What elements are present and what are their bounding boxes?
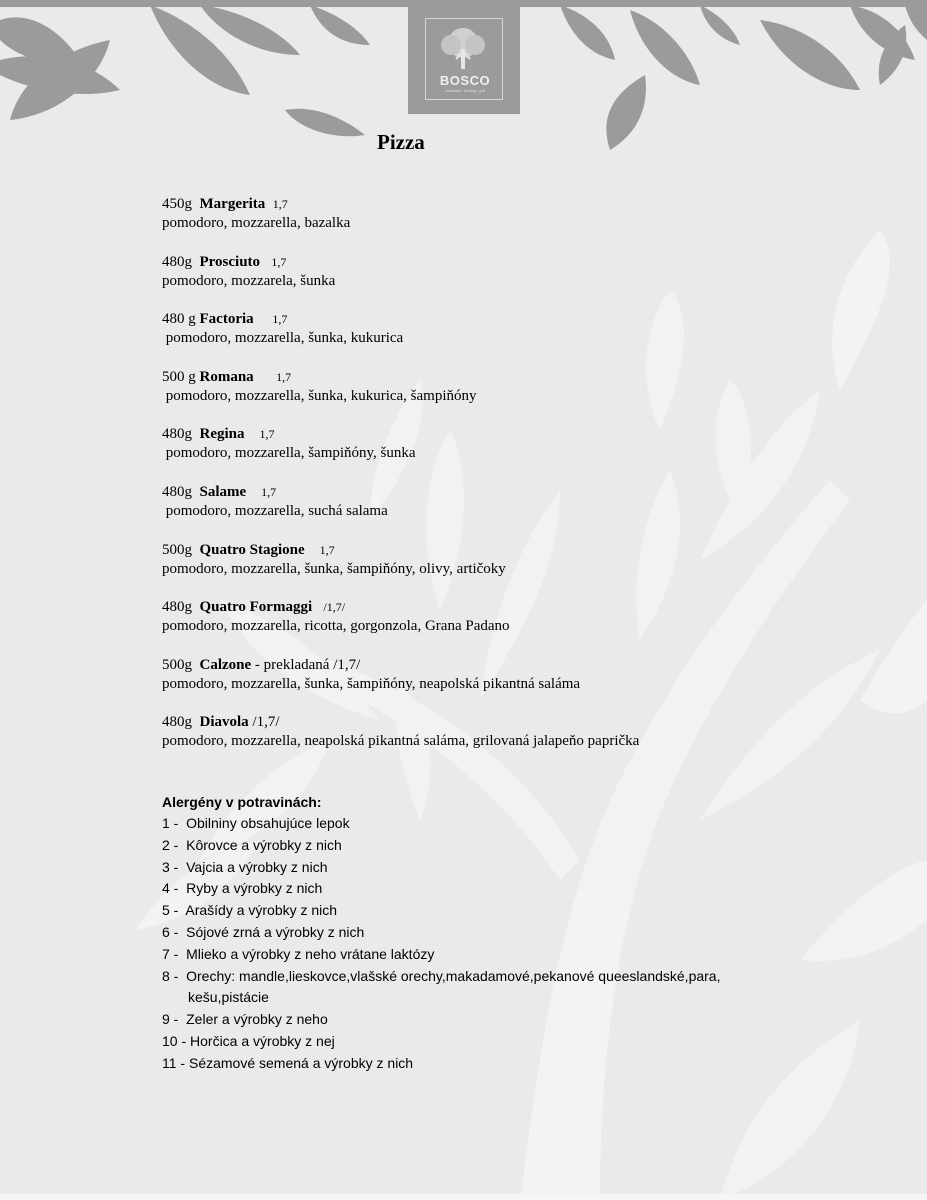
allergen-text-continued: kešu,pistácie <box>188 989 269 1006</box>
item-name: Factoria <box>199 311 254 328</box>
allergen-row <box>162 1009 862 1031</box>
menu-item <box>162 482 862 540</box>
allergen-number: 5 - <box>162 902 179 919</box>
allergen-text: Ryby a výrobky z nich <box>186 880 323 897</box>
logo-name: BOSCO <box>439 73 491 88</box>
menu-item <box>162 655 862 713</box>
page-bottom-edge <box>0 1194 927 1200</box>
item-name: Margerita <box>199 196 266 212</box>
menu-item <box>162 597 862 655</box>
item-allergens: 1,7 <box>276 369 292 384</box>
allergen-row <box>162 813 862 835</box>
item-allergens: 1,7 <box>272 197 288 211</box>
allergen-text: Kôrovce a výrobky z nich <box>186 836 342 853</box>
allergen-text: Sójové zrná a výrobky z nich <box>186 923 365 940</box>
menu-item <box>162 424 862 482</box>
item-allergens: /1,7/ <box>323 600 346 615</box>
item-allergens: 1,7 <box>259 427 275 442</box>
item-ingredients: pomodoro, mozzarella, šunka, šampiňóny, neapolská pikantná saláma <box>162 675 581 692</box>
allergen-row <box>162 1053 862 1075</box>
item-ingredients: pomodoro, mozzarella, šampiňóny, šunka <box>162 445 416 462</box>
item-ingredients: pomodoro, mozzarella, šunka, šampiňóny, olivy, artičoky <box>162 560 506 577</box>
allergen-row <box>162 900 862 922</box>
item-weight: 500g <box>162 541 192 558</box>
allergen-number: 2 - <box>162 836 179 853</box>
item-weight: 480 g <box>162 311 196 328</box>
item-name: Diavola <box>199 714 249 731</box>
item-ingredients: pomodoro, mozzarella, suchá salama <box>162 502 388 519</box>
item-name: Regina <box>199 426 245 443</box>
allergen-row <box>162 1031 862 1053</box>
item-ingredients: pomodoro, mozzarella, šunka, kukurica, šampiňóny <box>162 387 477 404</box>
menu-item <box>162 712 862 770</box>
item-allergens: 1,7 <box>272 312 288 327</box>
item-ingredients: pomodoro, mozzarella, ricotta, gorgonzola, Grana Padano <box>162 618 510 635</box>
menu-item <box>162 194 862 252</box>
allergen-row <box>162 922 862 944</box>
allergen-text: Obilniny obsahujúce lepok <box>186 815 350 831</box>
item-allergens: 1,7 <box>271 254 287 269</box>
item-note: /1,7/ <box>248 714 280 731</box>
item-weight: 480g <box>162 714 192 731</box>
allergen-text: Mlieko a výrobky z neho vrátane laktózy <box>186 945 435 962</box>
item-name: Prosciuto <box>199 253 261 270</box>
page-title: Pizza <box>377 130 425 154</box>
item-weight: 480g <box>162 426 192 443</box>
allergen-legend <box>162 791 862 1075</box>
allergen-row <box>162 878 862 900</box>
allergen-row <box>162 857 862 879</box>
item-name: Quatro Formaggi <box>199 599 313 616</box>
item-name: Salame <box>199 483 247 500</box>
allergen-text: Zeler a výrobky z neho <box>186 1011 328 1028</box>
item-name: Quatro Stagione <box>199 541 305 558</box>
menu-item <box>162 309 862 367</box>
logo-tagline: restaurant · bowling · golf <box>445 89 485 93</box>
allergen-text: Arašídy a výrobky z nich <box>185 902 338 919</box>
item-allergens: 1,7 <box>261 484 277 499</box>
menu-item <box>162 252 862 310</box>
item-allergens: 1,7 <box>319 542 335 557</box>
allergen-title: Alergény v potravinách: <box>162 794 322 810</box>
item-weight: 480g <box>162 599 192 616</box>
allergen-number: 8 - <box>162 967 179 984</box>
item-weight: 500 g <box>162 368 196 385</box>
menu-item <box>162 367 862 425</box>
allergen-row <box>162 944 862 966</box>
allergen-text: Sézamové semená a výrobky z nich <box>188 1054 414 1071</box>
item-note: - prekladaná /1,7/ <box>251 656 361 673</box>
item-ingredients: pomodoro, mozzarella, šunka, kukurica <box>162 330 404 347</box>
item-ingredients: pomodoro, mozzarela, šunka <box>162 272 336 289</box>
item-name: Romana <box>199 368 254 385</box>
allergen-text: Orechy: mandle,lieskovce,vlašské orechy,makadamové,pekanové queeslandské,para, <box>186 967 721 984</box>
tree-icon <box>426 21 501 73</box>
allergen-number: 3 - <box>162 858 179 875</box>
allergen-number: 6 - <box>162 923 179 940</box>
item-ingredients: pomodoro, mozzarella, neapolská pikantná saláma, grilovaná jalapeňo paprička <box>162 733 640 750</box>
item-name: Calzone <box>199 656 252 673</box>
allergen-number: 10 - <box>162 1032 187 1049</box>
allergen-text: Horčica a výrobky z nej <box>190 1032 335 1049</box>
allergen-number: 7 - <box>162 945 179 962</box>
item-weight: 450g <box>162 196 192 212</box>
menu-item <box>162 540 862 598</box>
item-weight: 480g <box>162 253 192 270</box>
allergen-number: 4 - <box>162 880 179 897</box>
allergen-row <box>162 835 862 857</box>
item-ingredients: pomodoro, mozzarella, bazalka <box>162 215 351 231</box>
item-weight: 500g <box>162 656 192 673</box>
allergen-number: 9 - <box>162 1011 179 1028</box>
allergen-row <box>162 966 862 988</box>
allergen-number: 11 - <box>162 1054 186 1071</box>
pizza-list <box>162 194 862 770</box>
allergen-text: Vajcia a výrobky z nich <box>186 858 328 875</box>
item-weight: 480g <box>162 483 192 500</box>
allergen-number: 1 - <box>162 815 179 831</box>
bosco-logo <box>408 4 520 114</box>
